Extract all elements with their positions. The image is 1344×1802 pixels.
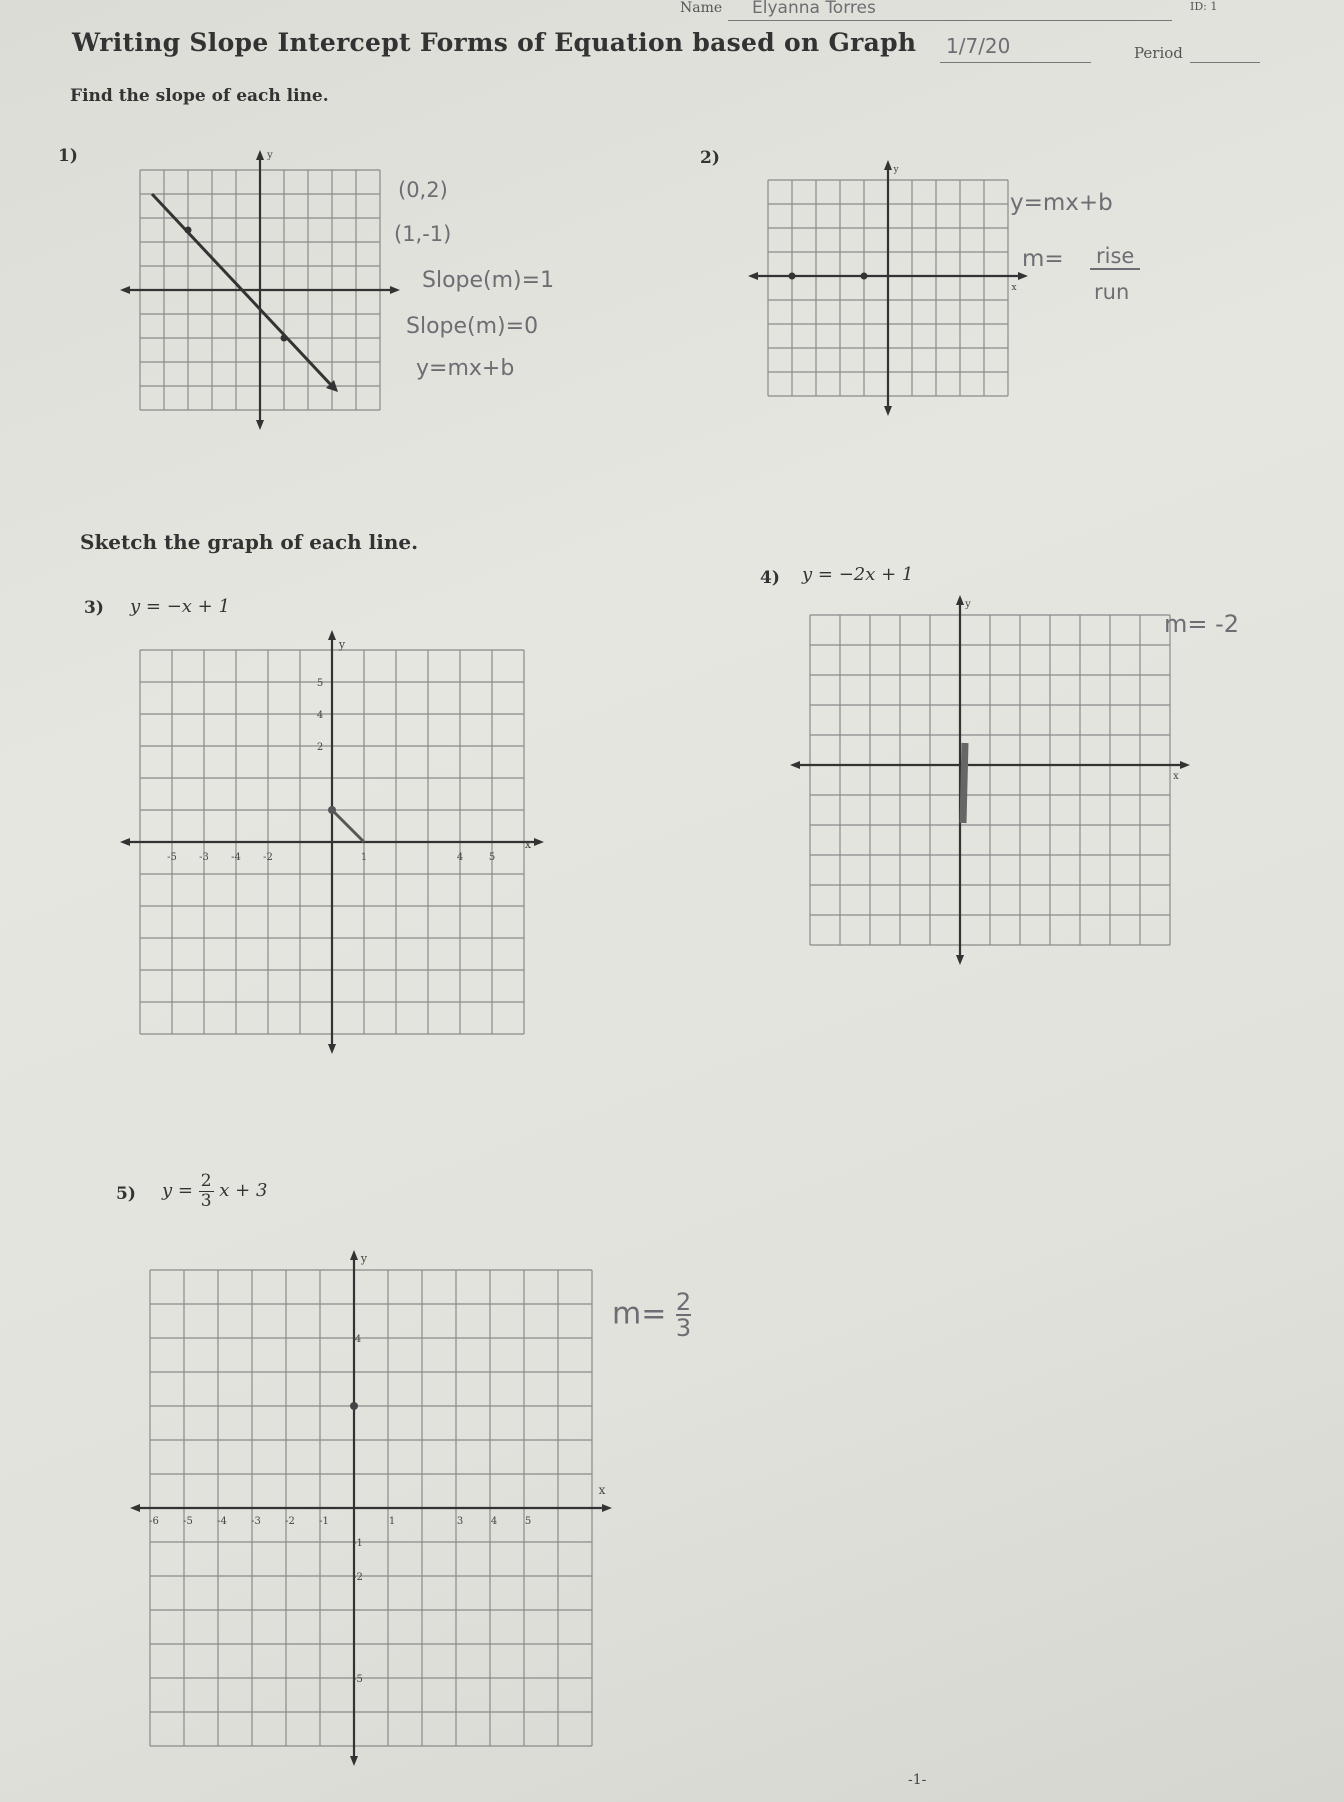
page-number: -1- bbox=[908, 1772, 927, 1788]
problem-5-eq-denominator: 3 bbox=[200, 1190, 212, 1211]
problem-2-note-m: m= bbox=[1022, 246, 1064, 272]
problem-5-eq-numerator: 2 bbox=[200, 1171, 212, 1191]
problem-5-eq-prefix: y = bbox=[162, 1180, 193, 1202]
graph3-x-tick: 1 bbox=[360, 852, 368, 863]
problem-1-note-point-b: (1,-1) bbox=[394, 222, 452, 246]
problem-5-note-numerator: 2 bbox=[675, 1288, 692, 1316]
date-value: 1/7/20 bbox=[946, 34, 1011, 58]
graph2-y-arrow-up bbox=[884, 160, 892, 170]
problem-5-note-denominator: 3 bbox=[675, 1314, 692, 1342]
problem-4-note-slope: m= -2 bbox=[1164, 610, 1240, 638]
problem-3-number: 3) bbox=[84, 598, 104, 618]
problem-1-note-point-a: (0,2) bbox=[398, 178, 448, 202]
graph2-point-b bbox=[861, 273, 868, 280]
problem-5-note-slope bbox=[612, 1290, 691, 1340]
problem-2-note-run: run bbox=[1094, 280, 1130, 304]
graph4-x-label: x bbox=[1173, 771, 1179, 782]
graph3-x-tick: 5 bbox=[488, 852, 496, 863]
graph3-y-label: y bbox=[338, 638, 346, 651]
graph5-x-arrow-left bbox=[130, 1504, 140, 1512]
graph3-y-tick: 5 bbox=[316, 678, 324, 689]
graph5-y-arrow-down bbox=[350, 1756, 358, 1766]
graph2-x-arrow-right bbox=[1018, 272, 1028, 280]
problem-1-note-slope-a: Slope(m)=1 bbox=[422, 268, 555, 293]
graph1-y-arrow-up bbox=[256, 150, 264, 160]
graph2-y-arrow-down bbox=[884, 406, 892, 416]
graph3-x-arrow-left bbox=[120, 838, 130, 846]
graph5-x-arrow-right bbox=[602, 1504, 612, 1512]
graph1-x-arrow-right bbox=[390, 286, 400, 294]
graph3-x-label: x bbox=[524, 838, 532, 851]
graph4-x-arrow-left bbox=[790, 761, 800, 769]
period-label: Period bbox=[1134, 44, 1183, 62]
problem-1-note-formula: y=mx+b bbox=[416, 356, 515, 381]
problem-4-equation: y = −2x + 1 bbox=[802, 564, 914, 585]
graph5-x-tick: 3 bbox=[456, 1516, 464, 1527]
graph5-y-arrow-up bbox=[350, 1250, 358, 1260]
problem-1-note-slope-b: Slope(m)=0 bbox=[406, 314, 539, 339]
problem-2-graph bbox=[748, 160, 1038, 430]
graph5-x-tick: 4 bbox=[490, 1516, 498, 1527]
problem-2-note-formula: y=mx+b bbox=[1010, 190, 1113, 216]
graph2-point-a bbox=[789, 273, 796, 280]
graph1-point-a bbox=[185, 227, 192, 234]
section2-instruction: Sketch the graph of each line. bbox=[80, 530, 419, 554]
graph5-x-tick: 5 bbox=[524, 1516, 532, 1527]
graph5-x-tick: 1 bbox=[388, 1516, 396, 1527]
graph5-y-tick: -2 bbox=[353, 1572, 363, 1583]
graph3-x-tick: -5 bbox=[167, 852, 177, 863]
worksheet-title: Writing Slope Intercept Forms of Equation based on Graph bbox=[72, 28, 917, 57]
problem-5-note-m: m= bbox=[612, 1296, 667, 1332]
graph2-x-label: x bbox=[1011, 283, 1017, 293]
graph3-y-arrow-up bbox=[328, 630, 336, 640]
graph3-x-tick: -4 bbox=[231, 852, 241, 863]
period-field[interactable] bbox=[1190, 40, 1260, 63]
graph5-y-tick: -1 bbox=[353, 1538, 363, 1549]
problem-4-number: 4) bbox=[760, 568, 780, 588]
graph4-y-arrow-down bbox=[956, 955, 964, 965]
graph3-x-arrow-right bbox=[534, 838, 544, 846]
graph3-x-tick: -3 bbox=[199, 852, 209, 863]
graph4-y-label: y bbox=[965, 599, 971, 610]
problem-5-number: 5) bbox=[116, 1184, 136, 1204]
section1-instruction: Find the slope of each line. bbox=[70, 86, 329, 106]
corner-mark: ID: 1 bbox=[1190, 0, 1218, 13]
problem-4-graph bbox=[790, 595, 1210, 975]
name-value: Elyanna Torres bbox=[752, 0, 876, 18]
graph5-x-tick: -6 bbox=[149, 1516, 159, 1527]
graph3-sketch-line bbox=[332, 810, 364, 842]
graph3-x-tick: 4 bbox=[456, 852, 464, 863]
graph5-x-tick: -5 bbox=[183, 1516, 193, 1527]
graph4-y-arrow-up bbox=[956, 595, 964, 605]
graph1-x-arrow-left bbox=[120, 286, 130, 294]
problem-5-note-fraction bbox=[676, 1290, 691, 1340]
problem-2-note-rise: rise bbox=[1090, 244, 1140, 270]
graph5-x-tick: -3 bbox=[251, 1516, 261, 1527]
name-field[interactable] bbox=[728, 0, 1172, 21]
problem-5-equation bbox=[162, 1172, 267, 1210]
graph5-x-label: x bbox=[598, 1483, 606, 1497]
graph5-sketch-point bbox=[350, 1402, 358, 1410]
graph3-y-arrow-down bbox=[328, 1044, 336, 1054]
graph1-y-arrow-down bbox=[256, 420, 264, 430]
problem-1-graph bbox=[100, 150, 420, 440]
problem-3-equation: y = −x + 1 bbox=[130, 596, 230, 617]
graph5-x-tick: -2 bbox=[285, 1516, 295, 1527]
graph5-y-label: y bbox=[360, 1252, 368, 1265]
graph5-x-tick: -1 bbox=[319, 1516, 329, 1527]
problem-5-graph bbox=[120, 1250, 610, 1770]
graph2-x-arrow-left bbox=[748, 272, 758, 280]
problem-5-eq-fraction bbox=[199, 1172, 214, 1210]
name-label: Name bbox=[680, 0, 723, 16]
graph5-y-tick: -5 bbox=[353, 1674, 363, 1685]
problem-5-eq-suffix: x + 3 bbox=[219, 1180, 268, 1202]
date-field[interactable] bbox=[940, 34, 1091, 63]
graph4-grid-lines bbox=[810, 615, 1170, 945]
graph4-sketch-line bbox=[963, 743, 965, 823]
problem-3-graph bbox=[110, 640, 550, 1050]
graph2-y-label: y bbox=[893, 165, 899, 175]
graph5-x-tick: -4 bbox=[217, 1516, 227, 1527]
graph3-sketch-point bbox=[328, 806, 336, 814]
graph4-x-arrow-right bbox=[1180, 761, 1190, 769]
graph1-point-b bbox=[281, 335, 288, 342]
graph1-y-label: y bbox=[267, 150, 273, 161]
graph5-y-tick: 4 bbox=[354, 1334, 362, 1345]
problem-1-number: 1) bbox=[58, 146, 78, 166]
graph3-x-tick: -2 bbox=[263, 852, 273, 863]
graph3-y-tick: 2 bbox=[316, 742, 324, 753]
problem-2-number: 2) bbox=[700, 148, 720, 168]
graph3-y-tick: 4 bbox=[316, 710, 324, 721]
